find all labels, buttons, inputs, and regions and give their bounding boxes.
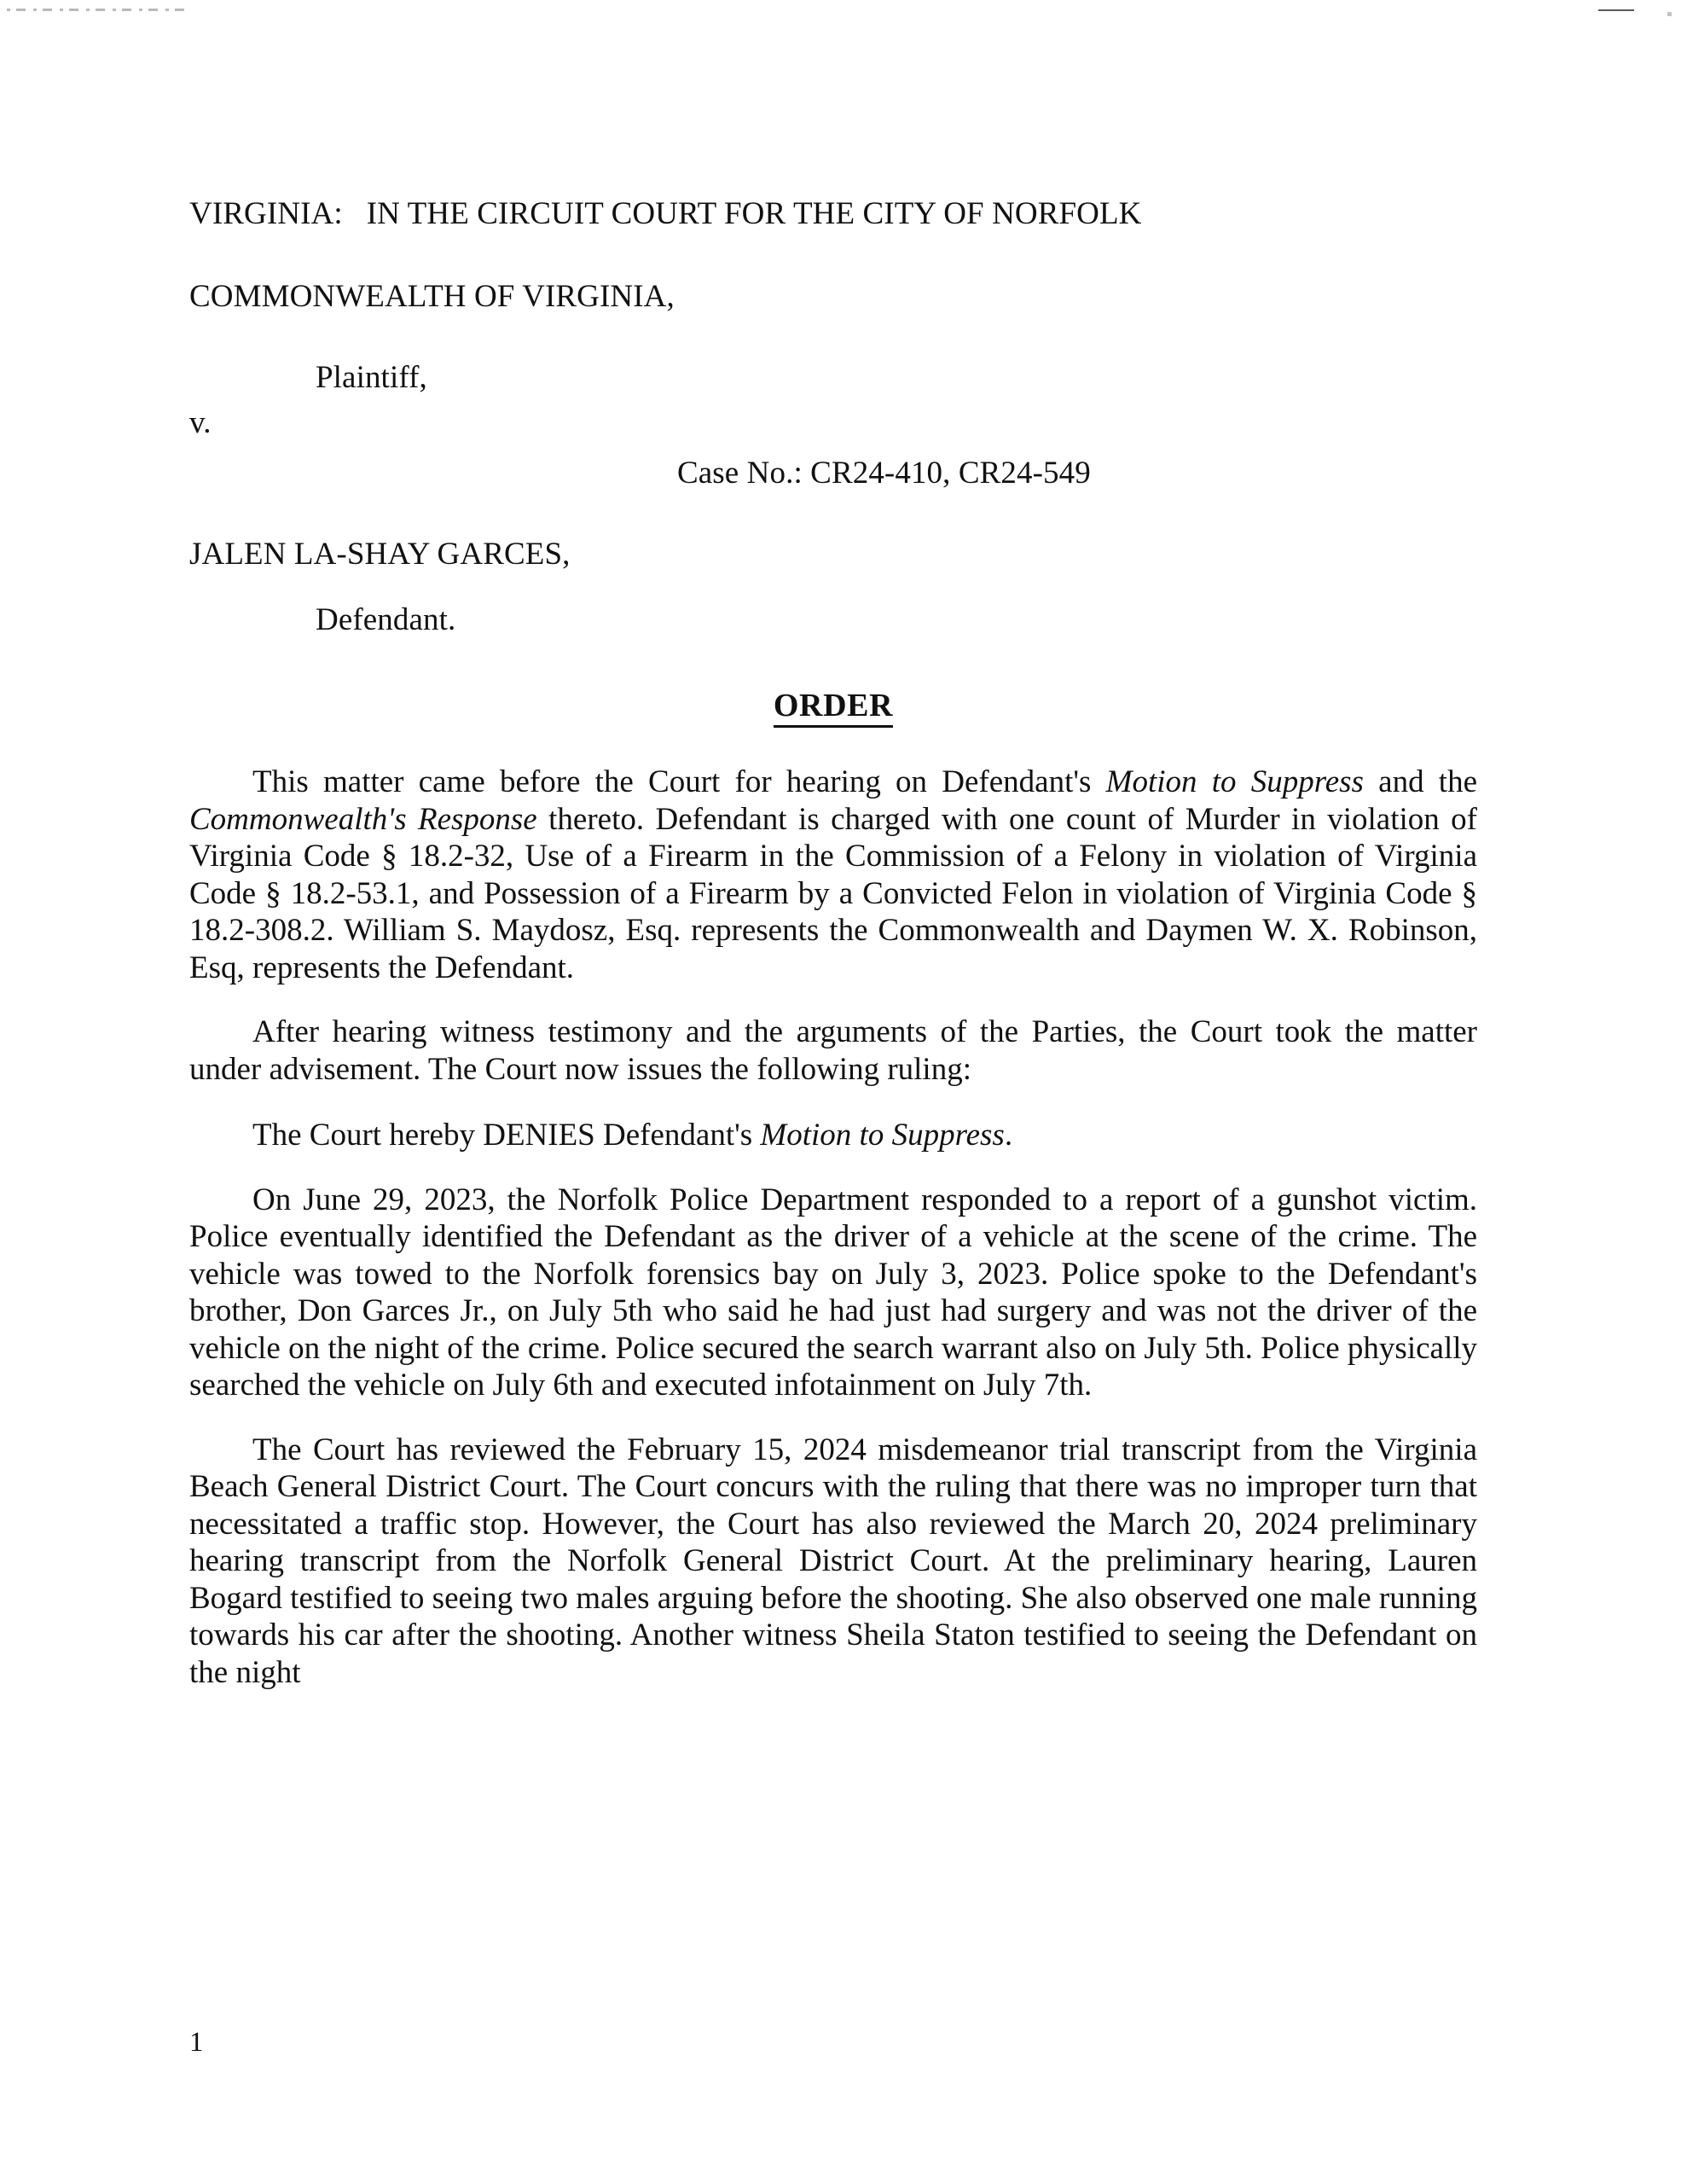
paragraph-facts: On June 29, 2023, the Norfolk Police Department responded to a report of a gunshot victim. Police eventually identified the Defendant as the driver of a vehicle at the scene of the crime. The vehicle was towed to the Norfolk forensics bay on July 3, 2023. Police spoke to the Defendant's brother, Don Garces Jr., on July 5th who said he had just had surgery and was not the driver of the vehicle on the night of the crime. Police secured the search warrant also on July 5th. Police physically searched the vehicle on July 6th and executed infotainment on July 7th. [189, 1182, 1477, 1403]
paragraph-ruling [189, 1117, 1477, 1154]
paragraph-introduction [189, 764, 1477, 986]
scan-speck-icon [1667, 12, 1672, 16]
defendant-party-name: JALEN LA-SHAY GARCES, [189, 537, 571, 572]
paragraph-text-segment: thereto. Defendant is charged with one count of Murder in violation of Virginia Code § 18.2-32, Use of a Firearm in the Commission of a Felony in violation of Virginia Code § 18.2-53.1, and Possession of a Firearm by a Convicted Felon in violation of Virginia Code § 18.2-308.2. William S. Maydosz, Esq. represents the Commonwealth and Daymen W. X. Robinson, Esq, represents the Defendant. [189, 801, 1477, 985]
paragraph-text-segment: and the [1363, 764, 1477, 799]
plaintiff-label: Plaintiff, [316, 360, 427, 395]
ruling-text-segment: The Court hereby DENIES Defendant's [252, 1118, 761, 1153]
court-header: VIRGINIA: IN THE CIRCUIT COURT FOR THE CITY OF NORFOLK [189, 196, 1142, 231]
motion-to-suppress-citation: Motion to Suppress [760, 1118, 1005, 1153]
document-title-text: ORDER [774, 688, 893, 728]
versus-label: v. [189, 405, 212, 440]
paragraph-transcript-review: The Court has reviewed the February 15, 2024 misdemeanor trial transcript from the Virginia Beach General District Court. The Court concurs with the ruling that there was no improper turn that necessitated a traffic stop. However, the Court has also reviewed the March 20, 2024 preliminary hearing transcript from the Norfolk General District Court. At the preliminary hearing, Lauren Bogard testified to seeing two males arguing before the shooting. She also observed one male running towards his car after the shooting. Another witness Sheila Staton testified to seeing the Defendant on the night [189, 1432, 1477, 1690]
commonwealth-response-citation: Commonwealth's Response [189, 801, 537, 837]
motion-to-suppress-citation: Motion to Suppress [1105, 764, 1364, 799]
scan-artifact-icon [1598, 9, 1634, 11]
page-number: 1 [189, 2027, 204, 2058]
document-title [189, 687, 1477, 724]
plaintiff-party-name: COMMONWEALTH OF VIRGINIA, [189, 279, 675, 314]
paragraph-advisement: After hearing witness testimony and the arguments of the Parties, the Court took the matter under advisement. The Court now issues the following ruling: [189, 1014, 1477, 1087]
defendant-label: Defendant. [316, 602, 456, 637]
ruling-text-segment: . [1004, 1118, 1013, 1153]
scan-artifact-icon [7, 9, 186, 11]
paragraph-text-segment: This matter came before the Court for hearing on Defendant's [252, 764, 1106, 799]
document-body [189, 0, 1477, 1691]
case-number: Case No.: CR24-410, CR24-549 [677, 456, 1091, 491]
